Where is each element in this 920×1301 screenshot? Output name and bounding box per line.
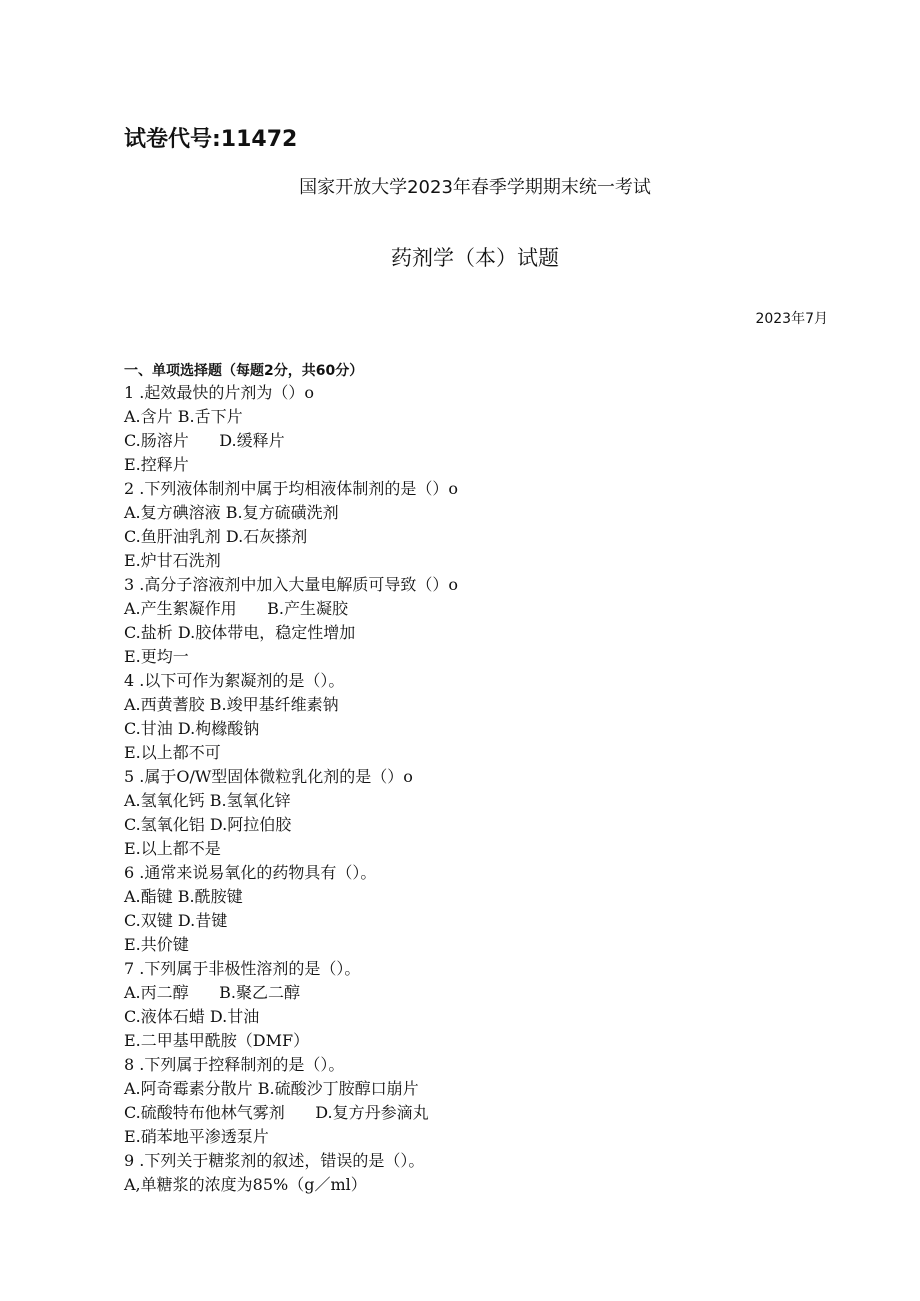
question-line: 8 .下列属于控释制剂的是（）。 bbox=[124, 1055, 345, 1074]
option-line: C.盐析 D.胶体带电，稳定性增加 bbox=[124, 623, 356, 642]
question-line: 3 .高分子溶液剂中加入大量电解质可导致（）o bbox=[124, 575, 458, 594]
option-line: C.肠溶片 D.缓释片 bbox=[124, 431, 285, 450]
option-line: E.硝苯地平渗透泵片 bbox=[124, 1127, 269, 1146]
option-line: C.双键 D.昔键 bbox=[124, 911, 228, 930]
option-line: C.甘油 D.枸橼酸钠 bbox=[124, 719, 260, 738]
option-line: A.酯键 B.酰胺键 bbox=[124, 887, 243, 906]
option-line: C.氢氧化铝 D.阿拉伯胶 bbox=[124, 815, 292, 834]
question-list bbox=[124, 381, 824, 1197]
option-line: E.控释片 bbox=[124, 455, 189, 474]
question-line: 1 .起效最快的片剂为（）o bbox=[124, 383, 314, 402]
option-line: E.以上都不可 bbox=[124, 743, 221, 762]
option-line: C.鱼肝油乳剂 D.石灰搽剂 bbox=[124, 527, 308, 546]
option-line: A.产生絮凝作用 B.产生凝胶 bbox=[124, 599, 349, 618]
option-line: E.炉甘石洗剂 bbox=[124, 551, 221, 570]
option-line: A.含片 B.舌下片 bbox=[124, 407, 243, 426]
option-line: E.更均一 bbox=[124, 647, 189, 666]
exam-date: 2023年7月 bbox=[755, 311, 828, 327]
section-title: 一、单项选择题（每题2分，共60分） bbox=[124, 363, 364, 379]
subject-title: 药剂学（本）试题 bbox=[391, 246, 559, 270]
question-line: 9 .下列关于糖浆剂的叙述，错误的是（）。 bbox=[124, 1151, 425, 1170]
option-line: E.共价键 bbox=[124, 935, 189, 954]
option-line: A.复方碘溶液 B.复方硫磺洗剂 bbox=[124, 503, 339, 522]
option-line: A.丙二醇 B.聚乙二醇 bbox=[124, 983, 301, 1002]
option-line: E.二甲基甲酰胺（DMF） bbox=[124, 1031, 310, 1050]
question-line: 5 .属于O/W型固体微粒乳化剂的是（）o bbox=[124, 767, 413, 786]
option-line: A.西黄蓍胶 B.竣甲基纤维素钠 bbox=[124, 695, 339, 714]
question-line: 2 .下列液体制剂中属于均相液体制剂的是（）o bbox=[124, 479, 458, 498]
option-line: A.阿奇霉素分散片 B.硫酸沙丁胺醇口崩片 bbox=[124, 1079, 419, 1098]
option-line: C.液体石蜡 D.甘油 bbox=[124, 1007, 260, 1026]
option-line: E.以上都不是 bbox=[124, 839, 221, 858]
option-line: A,单糖浆的浓度为85%（g／ml） bbox=[124, 1175, 367, 1194]
paper-code: 试卷代号:11472 bbox=[124, 127, 298, 152]
option-line: C.硫酸特布他林气雾剂 D.复方丹参滴丸 bbox=[124, 1103, 429, 1122]
option-line: A.氢氧化钙 B.氢氧化锌 bbox=[124, 791, 291, 810]
question-line: 6 .通常来说易氧化的药物具有（）。 bbox=[124, 863, 377, 882]
exam-title: 国家开放大学2023年春季学期期末统一考试 bbox=[299, 177, 651, 198]
question-line: 7 .下列属于非极性溶剂的是（）。 bbox=[124, 959, 361, 978]
question-line: 4 .以下可作为絮凝剂的是（）。 bbox=[124, 671, 345, 690]
